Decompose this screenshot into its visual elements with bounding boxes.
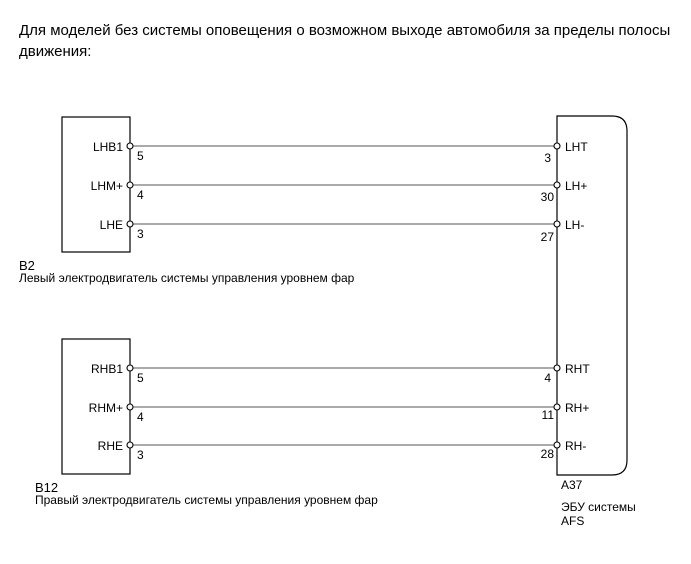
pin-label: LHE (99, 218, 123, 232)
diagram-title: Для моделей без системы оповещения о возможном выходе автомобиля за пределы полосы движения: (19, 22, 671, 60)
ecu-pin-number: 11 (541, 408, 554, 422)
pin-label: RHE (97, 439, 123, 453)
terminal (554, 143, 560, 149)
pin-number: 4 (137, 188, 144, 202)
terminal (127, 365, 133, 371)
terminal (127, 404, 133, 410)
pin-label: LHB1 (92, 140, 123, 154)
component-b12-name: Правый электродвигатель системы управления уровнем фар (35, 493, 378, 507)
ecu-pin-label: LH- (565, 218, 585, 232)
terminal (127, 182, 133, 188)
ecu-pin-number: 3 (544, 151, 551, 165)
ecu-pin-number: 4 (544, 371, 551, 385)
ecu-pin-label: RH- (565, 439, 587, 453)
terminal (554, 365, 560, 371)
pin-label: RHB1 (90, 362, 123, 376)
ecu-pin-label: RHT (565, 362, 590, 376)
ecu-pin-label: LHT (565, 140, 588, 154)
component-b2-name: Левый электродвигатель системы управления уровнем фар (19, 271, 355, 285)
component-a37-ecu (557, 116, 636, 528)
ecu-pin-label: LH+ (565, 179, 588, 193)
ecu-name-line2: AFS (561, 514, 585, 528)
component-b12 (35, 339, 378, 507)
terminal (554, 442, 560, 448)
pin-label: LHM+ (90, 179, 123, 193)
wires (133, 146, 554, 445)
ecu-pin-number: 28 (540, 447, 554, 461)
terminal (127, 442, 133, 448)
ecu-code: A37 (561, 478, 583, 492)
terminal (554, 182, 560, 188)
ecu-pin-number: 27 (540, 230, 554, 244)
component-b2-code: B2 (19, 258, 35, 273)
ecu-pin-label: RH+ (565, 401, 590, 415)
pin-label: RHM+ (88, 401, 123, 415)
pin-number: 5 (137, 149, 144, 163)
terminal (127, 143, 133, 149)
pin-number: 3 (137, 227, 144, 241)
terminal (554, 404, 560, 410)
component-b12-code: B12 (35, 480, 59, 495)
ecu-name-line1: ЭБУ системы (561, 500, 636, 514)
ecu-pin-number: 30 (540, 190, 554, 204)
component-b2 (19, 117, 355, 285)
pin-number: 4 (137, 410, 144, 424)
terminal (554, 221, 560, 227)
pin-number: 5 (137, 371, 144, 385)
terminal (127, 221, 133, 227)
ecu-box (557, 116, 627, 475)
pin-number: 3 (137, 448, 144, 462)
